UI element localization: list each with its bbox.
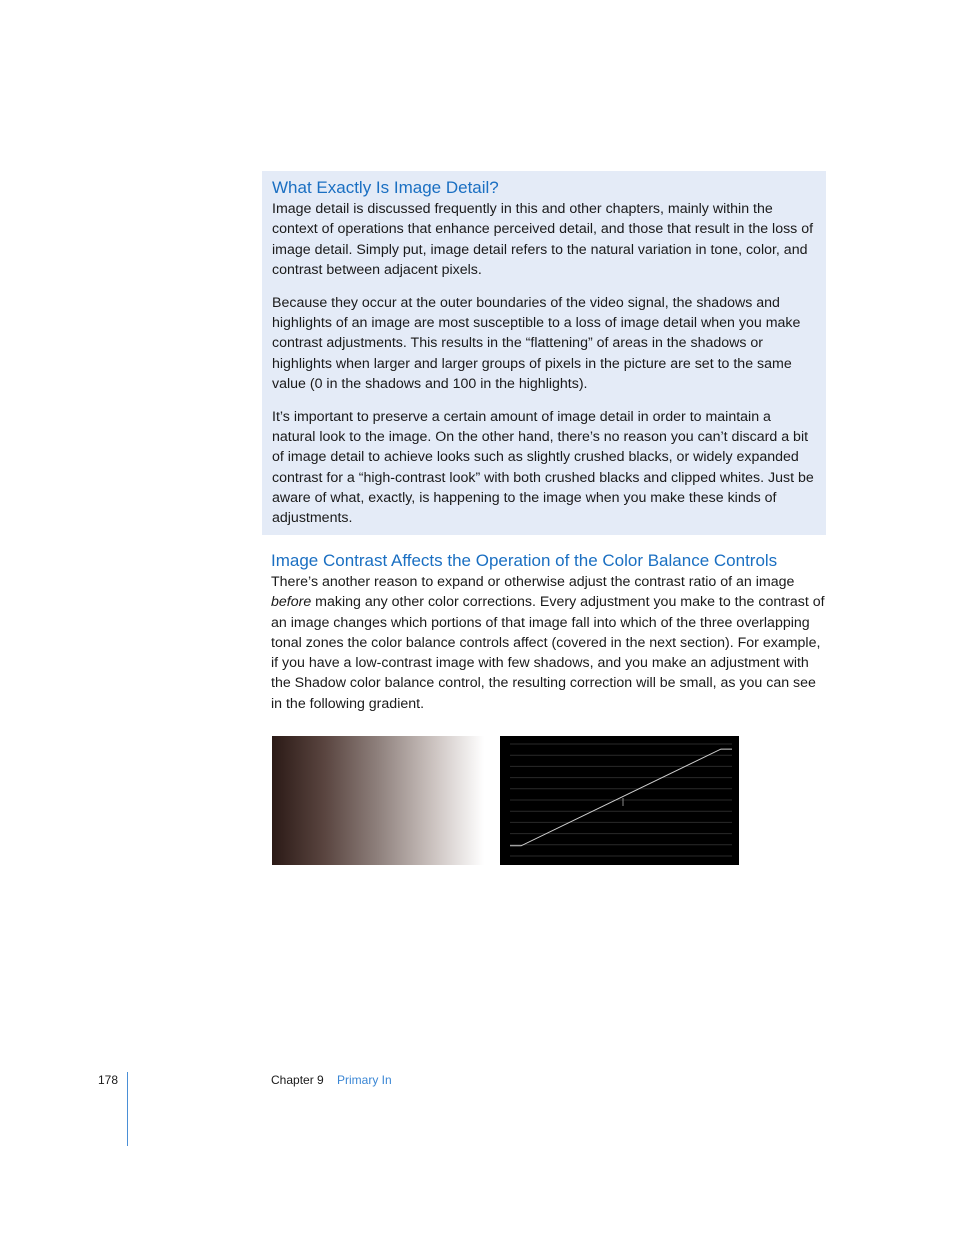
sidebar-content bbox=[272, 177, 815, 541]
section-paragraph bbox=[271, 572, 826, 714]
luma-graph-svg bbox=[500, 736, 739, 865]
gradient-image bbox=[272, 736, 484, 865]
graph-curve-line bbox=[510, 749, 732, 846]
sidebar-paragraph: Because they occur at the outer boundaries of the video signal, the shadows and highlights of an image are most susceptible to a loss of image detail when you make contrast adjustments. This results in the “flattening” of areas in the shadows or highlights when larger and larger groups of pixels in the picture are set to the same value (0 in the shadows and 100 in the highlights). bbox=[272, 294, 801, 392]
section-heading: Image Contrast Affects the Operation of the Color Balance Controls bbox=[271, 551, 778, 570]
sidebar-paragraph: It’s important to preserve a certain amount of image detail in order to maintain a natural look to the image. On the other hand, there’s no reason you can’t discard a bit of image detail to achieve looks such as slightly crushed blacks, or widely expanded contrast for a “high-contrast look” with both crushed blacks and clipped whites. Just be aware of what, exactly, is happening to the image when you make these kinds of adjustments. bbox=[272, 408, 814, 527]
footer-rule bbox=[127, 1072, 128, 1146]
luma-graph bbox=[500, 736, 739, 865]
sidebar-heading: What Exactly Is Image Detail? bbox=[272, 178, 499, 197]
section-contrast bbox=[271, 550, 826, 714]
para-start: There’s another reason to expand or otherwise adjust the contrast ratio of an image bbox=[271, 574, 795, 590]
para-emphasis: before bbox=[271, 594, 312, 611]
para-end: making any other color corrections. Every adjustment you make to the contrast of an image changes which portions of that image fall into which of the three overlapping tonal zones the color balance controls affect (covered in the next section). For example, if you have a low-contrast image with few shadows, and you make an adjustment with the Shadow color balance control, the resulting correction will be small, as you can see in the following gradient. bbox=[271, 594, 825, 712]
graph-grid bbox=[510, 744, 732, 856]
chapter-title-link[interactable]: Primary In bbox=[337, 1073, 392, 1087]
page-number: 178 bbox=[98, 1073, 119, 1087]
sidebar-paragraph: Image detail is discussed frequently in this and other chapters, mainly within the context of operations that enhance perceived detail, and those that result in the loss of image detail. Simply put, image detail refers to the natural variation in tone, color, and contrast between adjacent pixels. bbox=[272, 201, 814, 278]
chapter-label: Chapter 9 bbox=[271, 1073, 324, 1087]
sidebar-box bbox=[262, 171, 826, 535]
